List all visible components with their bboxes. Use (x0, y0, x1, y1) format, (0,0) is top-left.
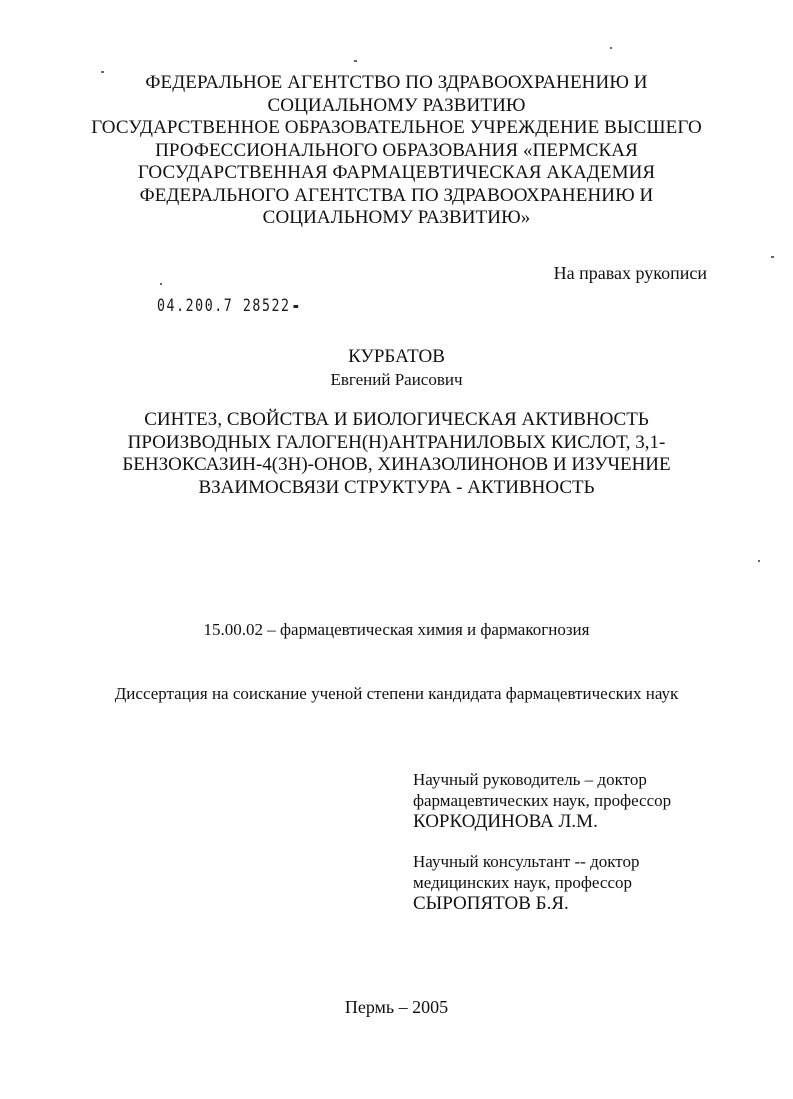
institution-header (40, 72, 753, 230)
title-line: БЕНЗОКСАЗИН-4(3Н)-ОНОВ, ХИНАЗОЛИНОНОВ И ИЗУЧЕНИЕ (122, 454, 671, 475)
header-line: ГОСУДАРСТВЕННАЯ ФАРМАЦЕВТИЧЕСКАЯ АКАДЕМИЯ (137, 162, 656, 183)
author-surname: КУРБАТОВ (348, 346, 445, 367)
header-line: ФЕДЕРАЛЬНОЕ АГЕНТСТВО ПО ЗДРАВООХРАНЕНИЮ И (145, 72, 648, 93)
degree-statement: Диссертация на соискание ученой степени кандидата фармацевтических наук (114, 684, 679, 703)
scan-speck (771, 256, 774, 258)
consultant-block (413, 851, 639, 914)
dissertation-title (60, 409, 733, 499)
scan-speck (101, 71, 104, 73)
title-line: СИНТЕЗ, СВОЙСТВА И БИОЛОГИЧЕСКАЯ АКТИВНОСТЬ (144, 409, 649, 430)
stamp-mark (294, 305, 299, 308)
header-line: СОЦИАЛЬНОМУ РАЗВИТИЮ» (262, 207, 531, 228)
scan-speck (758, 560, 760, 562)
scan-speck (354, 60, 357, 62)
manuscript-note: На правах рукописи (553, 263, 707, 283)
header-line: СОЦИАЛЬНОМУ РАЗВИТИЮ (267, 94, 526, 116)
supervisor-role: Научный руководитель – доктор (413, 770, 647, 789)
city-year: Пермь – 2005 (344, 997, 449, 1017)
stamp-number: 04.200.7 28522 (157, 296, 291, 316)
consultant-name: СЫРОПЯТОВ Б.Я. (413, 893, 569, 914)
scan-speck (610, 47, 612, 49)
registration-stamp (157, 296, 298, 316)
author-name: Евгений Раисович (330, 370, 463, 389)
scan-speck (160, 283, 162, 285)
supervisor-degree: фармацевтических наук, профессор (413, 791, 672, 810)
supervisor-name: КОРКОДИНОВА Л.М. (413, 811, 598, 832)
consultant-role: Научный консультант -- доктор (413, 852, 640, 871)
header-line: ГОСУДАРСТВЕННОЕ ОБРАЗОВАТЕЛЬНОЕ УЧРЕЖДЕНИЕ ВЫСШЕГО (91, 117, 702, 138)
header-line: ФЕДЕРАЛЬНОГО АГЕНТСТВА ПО ЗДРАВООХРАНЕНИЮ И (139, 184, 654, 206)
title-line: ПРОИЗВОДНЫХ ГАЛОГЕН(Н)АНТРАНИЛОВЫХ КИСЛОТ, 3,1- (127, 431, 666, 453)
header-line: ПРОФЕССИОНАЛЬНОГО ОБРАЗОВАНИЯ «ПЕРМСКАЯ (155, 139, 638, 161)
consultant-degree: медицинских наук, профессор (413, 873, 632, 892)
specialty-code: 15.00.02 – фармацевтическая химия и фармакогнозия (203, 620, 590, 639)
title-line: ВЗАИМОСВЯЗИ СТРУКТУРА - АКТИВНОСТЬ (198, 476, 595, 498)
supervisor-block (413, 769, 671, 832)
